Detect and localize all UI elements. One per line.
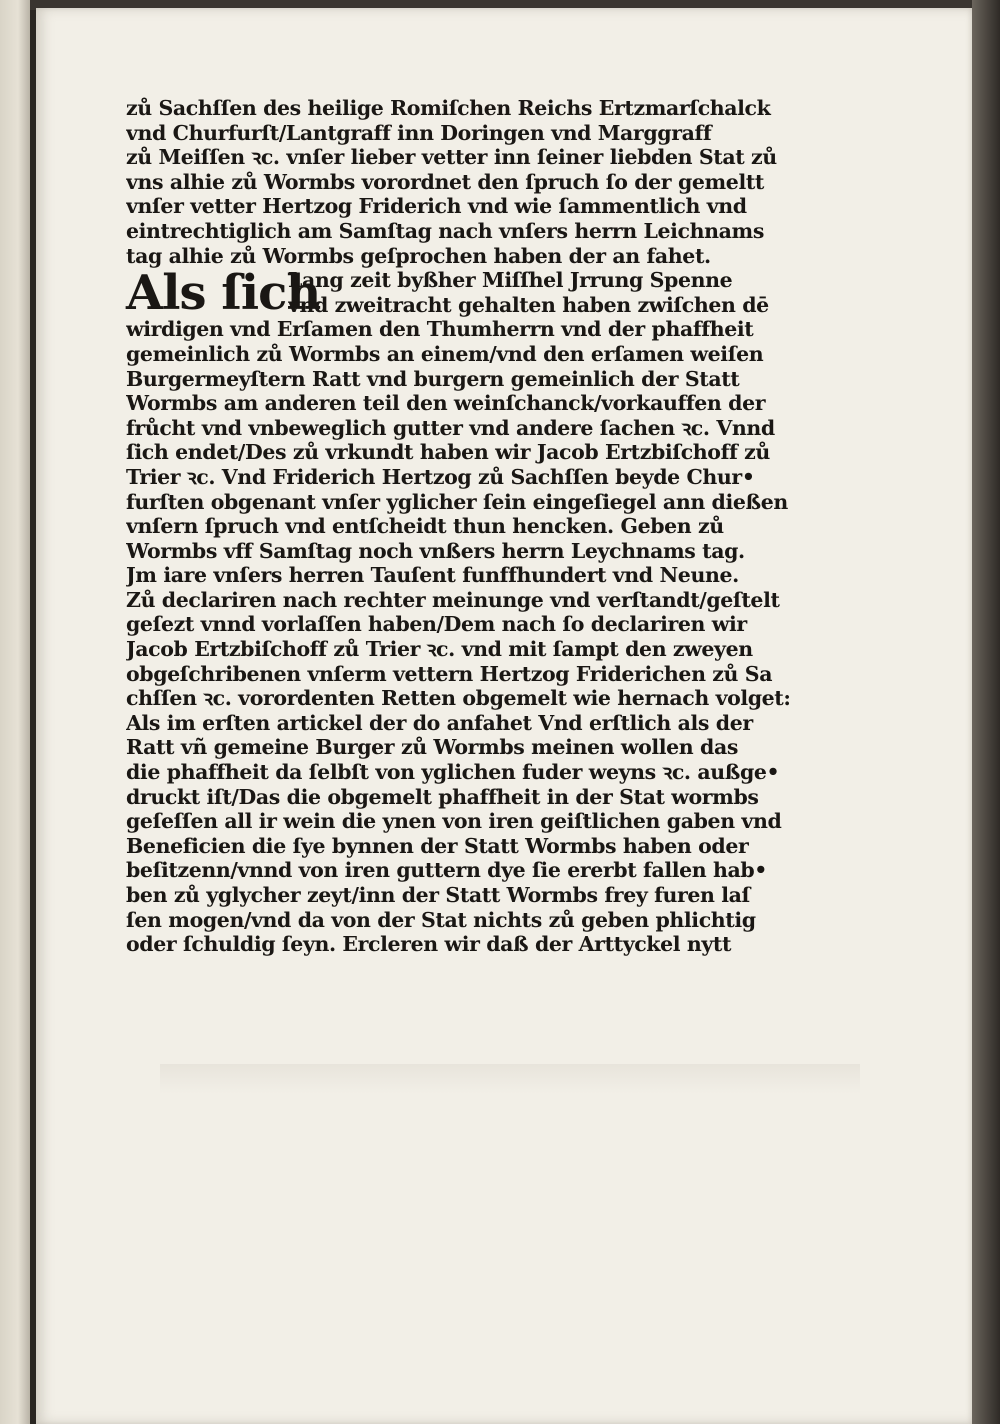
text-line: wirdigen vnd Erſamen den Thumherrn vnd der phaffheit <box>126 317 754 342</box>
text-line: Lang zeit byßher Miſſhel Jrrung Spenne <box>288 268 733 293</box>
show-through-shadow <box>160 1064 860 1094</box>
text-line: Zů declariren nach rechter meinunge vnd verſtandt/geſtelt <box>126 587 780 612</box>
text-line: gemeinlich zů Wormbs an einem/vnd den erſamen weiſen <box>126 341 764 366</box>
text-line: furſten obgenant vnſer yglicher ſein eingeſiegel ann dießen <box>126 489 788 514</box>
facing-page-edge <box>0 0 30 1424</box>
text-line: Trier ꝛc. Vnd Friderich Hertzog zů Sachſſen beyde Chur• <box>126 464 755 489</box>
text-line: die phaffheit da ſelbſt von yglichen fuder weyns ꝛc. außge• <box>126 760 780 785</box>
text-line: ſen mogen/vnd da von der Stat nichts zů geben phlichtig <box>126 907 756 932</box>
text-line: vnſer vetter Hertzog Friderich vnd wie ſammentlich vnd <box>126 194 747 219</box>
text-line: druckt iſt/Das die obgemelt phaffheit in der Stat wormbs <box>126 784 759 809</box>
text-line: chſſen ꝛc. vorordenten Retten obgemelt wie hernach volget: <box>126 686 791 711</box>
text-line: vnd Churfurſt/Lantgraff inn Doringen vnd Marggraff <box>126 120 712 145</box>
text-line: Beneficien die ſye bynnen der Statt Wormbs haben oder <box>126 833 749 858</box>
text-line: Als im erſten artickel der do anfahet Vnd erſtlich als der <box>126 710 753 735</box>
text-line: ſich endet/Des zů vrkundt haben wir Jacob Ertzbiſchoff zů <box>126 440 770 465</box>
text-line: obgeſchribenen vnſerm vettern Hertzog Friderichen zů Sa <box>126 661 773 686</box>
text-line: frůcht vnd vnbeweglich gutter vnd andere ſachen ꝛc. Vnnd <box>126 415 775 440</box>
initial-side-lines <box>288 268 828 317</box>
text-line: vnſern ſpruch vnd entſcheidt thun hencken. Geben zů <box>126 514 724 539</box>
text-line: Jm iare vnſers herren Tauſent funffhundert vnd Neune. <box>126 563 739 588</box>
initial-paragraph-start <box>126 265 826 322</box>
text-line: zů Meiſſen ꝛc. vnſer lieber vetter inn ſeiner liebden Stat zů <box>126 145 777 170</box>
decorated-initial: Als ſich <box>126 265 321 322</box>
page-edge-shadow <box>972 0 1000 1424</box>
text-line: geſezt vnnd vorlaſſen haben/Dem nach ſo declariren wir <box>126 612 747 637</box>
text-line: Wormbs vff Samſtag noch vnßers herrn Leychnams tag. <box>126 538 745 563</box>
text-line: ben zů yglycher zeyt/inn der Statt Wormbs frey furen laſ <box>126 883 750 907</box>
text-line: zů Sachſſen des heilige Romiſchen Reichs Ertzmarſchalck <box>126 96 771 120</box>
text-line: Ratt vñ gemeine Burger zů Wormbs meinen wollen das <box>126 735 739 760</box>
text-line: vns alhie zů Wormbs vorordnet den ſpruch ſo der gemeltt <box>126 169 764 194</box>
text-line: tag alhie zů Wormbs geſprochen haben der an fahet. <box>126 243 711 268</box>
text-line: geſeſſen all ir wein die ynen von iren geiſtlichen gaben vnd <box>126 809 782 834</box>
text-line: Jacob Ertzbiſchoff zů Trier ꝛc. vnd mit ſampt den zweyen <box>126 637 753 662</box>
text-line: Burgermeyſtern Ratt vnd burgern gemeinlich der Statt <box>126 366 740 391</box>
text-line: oder ſchuldig ſeyn. Ercleren wir daß der Arttyckel nytt <box>126 932 732 957</box>
text-line: eintrechtiglich am Samſtag nach vnſers herrn Leichnams <box>126 218 764 243</box>
text-line: Wormbs am anderen teil den weinſchanck/vorkauffen der <box>126 391 766 416</box>
blackletter-text-block <box>126 96 826 957</box>
text-line: vnd zweitracht gehalten haben zwiſchen dē <box>288 292 769 317</box>
text-line: beſitzenn/vnnd von iren guttern dye ſie ererbt fallen hab• <box>126 858 768 883</box>
